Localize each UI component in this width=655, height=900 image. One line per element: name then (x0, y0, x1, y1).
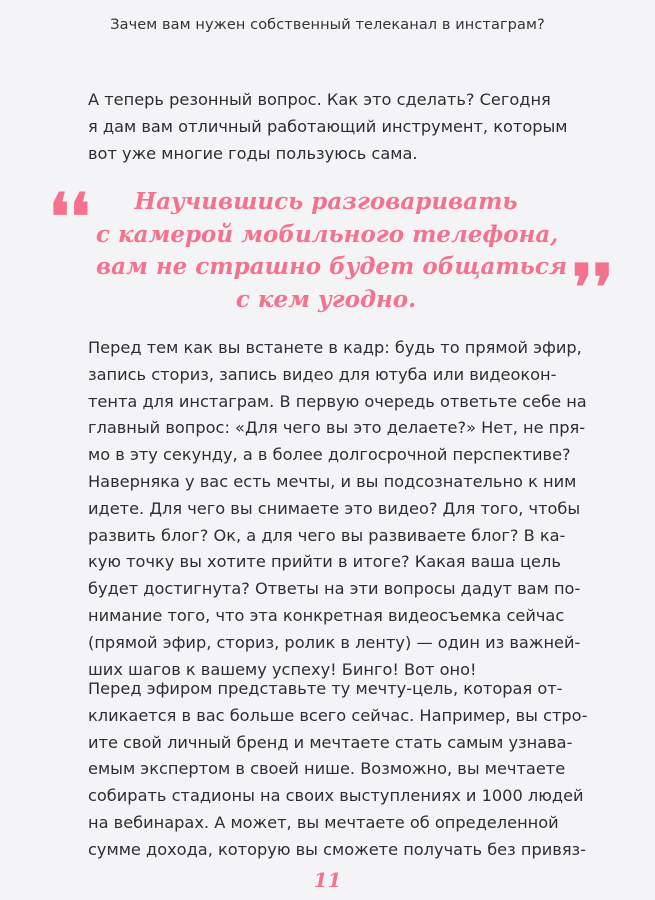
text-line: на вебинарах. А может, вы мечтаете об определенной (88, 812, 559, 832)
text-line: Наверняка у вас есть мечты, и вы подсознательно к ним (88, 471, 577, 491)
running-header: Зачем вам нужен собственный телеканал в инстаграм? (110, 17, 545, 33)
body-paragraph-2 (88, 676, 588, 864)
text-line: нимание того, что эта конкретная видеосъемка сейчас (88, 605, 565, 625)
text-line: тента для инстаграм. В первую очередь ответьте себе на (88, 391, 587, 411)
text-line: кликается в вас больше всего сейчас. Например, вы стро- (88, 705, 588, 725)
text-line: емым экспертом в своей нише. Возможно, вы мечтаете (88, 759, 566, 779)
text-line: сумме дохода, которую вы сможете получать без привяз- (88, 839, 587, 859)
text-line: (прямой эфир, сториз, ролик в ленту) — один из важней- (88, 632, 581, 652)
text-line: я дам вам отличный работающий инструмент, которым (88, 116, 568, 136)
text-line: будет достигнута? Ответы на эти вопросы дадут вам по- (88, 579, 581, 599)
text-line: А теперь резонный вопрос. Как это сделать? Сегодня (88, 90, 551, 109)
text-line: Перед тем как вы встанете в кадр: будь то прямой эфир, (88, 338, 582, 357)
text-line: вот уже многие годы пользуюсь сама. (88, 143, 418, 163)
quote-line: с кем угодно. (235, 285, 417, 313)
page-number: 11 (313, 868, 342, 892)
text-line: развить блог? Ок, а для чего вы развиваете блог? В ка- (88, 525, 566, 545)
text-line: идете. Для чего вы снимаете это видео? Для того, чтобы (88, 498, 581, 518)
text-line: собирать стадионы на своих выступлениях и 1000 людей (88, 786, 584, 806)
text-line: мо в эту секунду, а в более долгосрочной перспективе? (88, 445, 571, 465)
open-quote-icon: ❛❛ (49, 180, 91, 255)
text-line: главный вопрос: «Для чего вы это делаете?» Нет, не пря- (88, 418, 586, 438)
body-paragraph-1 (88, 335, 585, 683)
text-line: ите свой личный бренд и мечтаете стать самым узнава- (88, 732, 573, 752)
close-quote-icon: ❜❜ (572, 251, 614, 326)
quote-line: с камерой мобильного телефона, (96, 220, 559, 248)
pull-quote (96, 186, 568, 316)
text-line: Перед эфиром представьте ту мечту-цель, которая от- (88, 679, 563, 698)
text-line: ших шагов к вашему успеху! Бинго! Вот оно! (88, 659, 477, 679)
quote-line: вам не страшно будет общаться (96, 253, 568, 280)
intro-paragraph (88, 87, 585, 167)
text-line: кую точку вы хотите прийти в итоге? Какая ваша цель (88, 552, 561, 572)
quote-line: Научившись разговаривать (134, 188, 518, 215)
text-line: запись сториз, запись видео для ютуба или видеокон- (88, 364, 557, 384)
